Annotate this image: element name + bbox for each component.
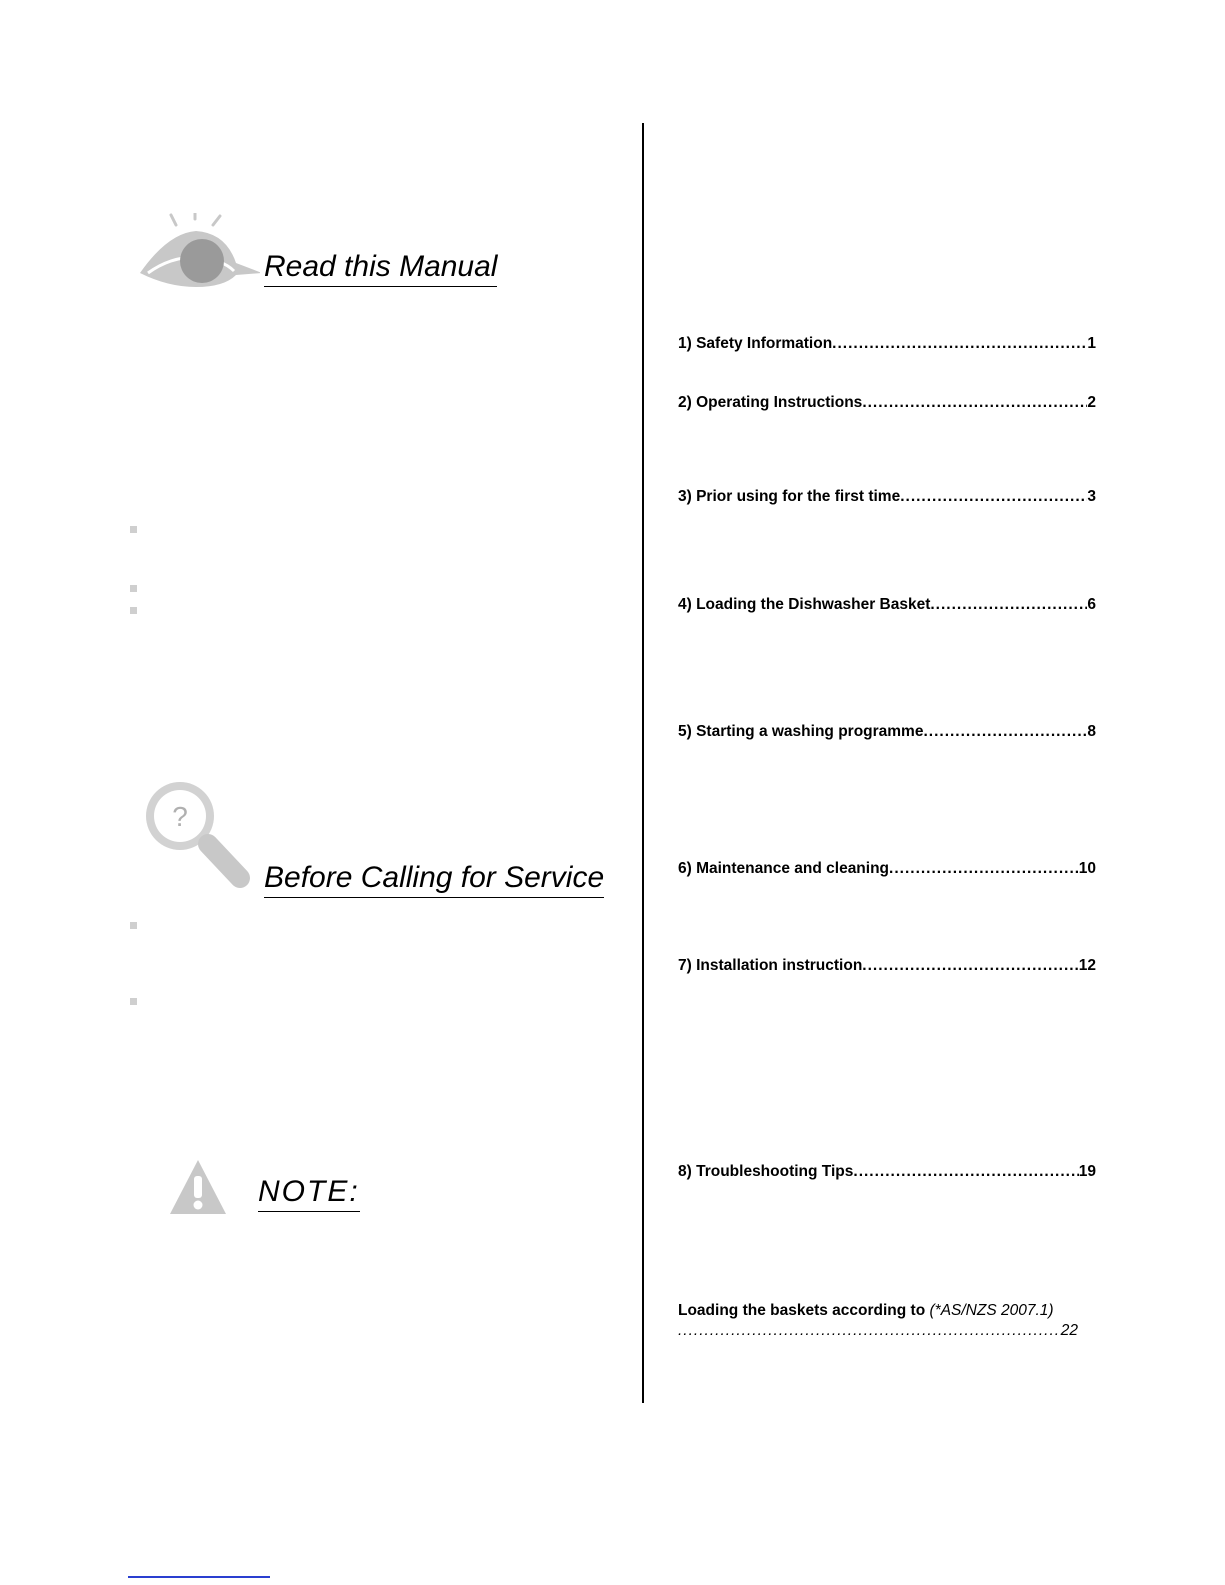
read-manual-heading: Read this Manual [264, 250, 497, 287]
toc-leader [862, 957, 1078, 975]
toc-title: Loading the baskets according to [678, 1302, 926, 1319]
toc-leader [853, 1163, 1078, 1181]
toc-page-number: 3 [1087, 488, 1096, 505]
toc-leader [862, 394, 1087, 412]
toc-title: 5) Starting a washing programme [678, 723, 924, 740]
toc-title: 3) Prior using for the first time [678, 488, 901, 505]
column-divider [642, 123, 644, 1403]
bullet-marker [130, 585, 137, 592]
toc-title: 6) Maintenance and cleaning [678, 860, 890, 877]
bullet-marker [130, 922, 137, 929]
toc-entry-starting[interactable] [678, 723, 1096, 741]
toc-leader [832, 335, 1087, 353]
bullet-marker [130, 607, 137, 614]
toc-entry-loading[interactable] [678, 596, 1096, 614]
toc-title: 2) Operating Instructions [678, 394, 863, 411]
magnifier-question-icon [140, 778, 256, 894]
toc-page-number: 19 [1078, 1163, 1096, 1180]
toc-page-number: 12 [1078, 957, 1096, 974]
toc-leader [889, 860, 1079, 878]
bullet-marker [130, 526, 137, 533]
toc-page-number: 22 [1060, 1322, 1078, 1339]
toc-entry-installation[interactable] [678, 957, 1096, 975]
toc-entry-maintenance[interactable] [678, 860, 1096, 878]
toc-title: 4) Loading the Dishwasher Basket [678, 596, 931, 613]
toc-title: 8) Troubleshooting Tips [678, 1163, 854, 1180]
toc-entry-operating[interactable] [678, 394, 1096, 412]
service-heading: Before Calling for Service [264, 861, 604, 898]
toc-title: 7) Installation instruction [678, 957, 863, 974]
toc-entry-loading-standard[interactable] [678, 1302, 1098, 1340]
toc-leader [900, 488, 1087, 506]
eye-icon [138, 213, 260, 291]
toc-title: 1) Safety Information [678, 335, 833, 352]
svg-text:?: ? [172, 801, 188, 832]
toc-page-number: 6 [1087, 596, 1096, 613]
toc-leader [678, 1322, 1061, 1340]
toc-page-number: 10 [1078, 860, 1096, 877]
bullet-marker [130, 998, 137, 1005]
toc-entry-prior-use[interactable] [678, 488, 1096, 506]
warning-triangle-icon [168, 1158, 228, 1216]
toc-entry-safety[interactable] [678, 335, 1096, 353]
footer-link-line [128, 1576, 270, 1578]
toc-page-number: 1 [1087, 335, 1096, 352]
toc-page-number: 8 [1087, 723, 1096, 740]
note-heading: NOTE: [258, 1175, 360, 1212]
toc-entry-troubleshooting[interactable] [678, 1163, 1096, 1181]
toc-leader [923, 723, 1087, 741]
toc-leader [930, 596, 1087, 614]
toc-page-number: 2 [1087, 394, 1096, 411]
toc-standard-ref: (*AS/NZS 2007.1) [929, 1302, 1054, 1319]
